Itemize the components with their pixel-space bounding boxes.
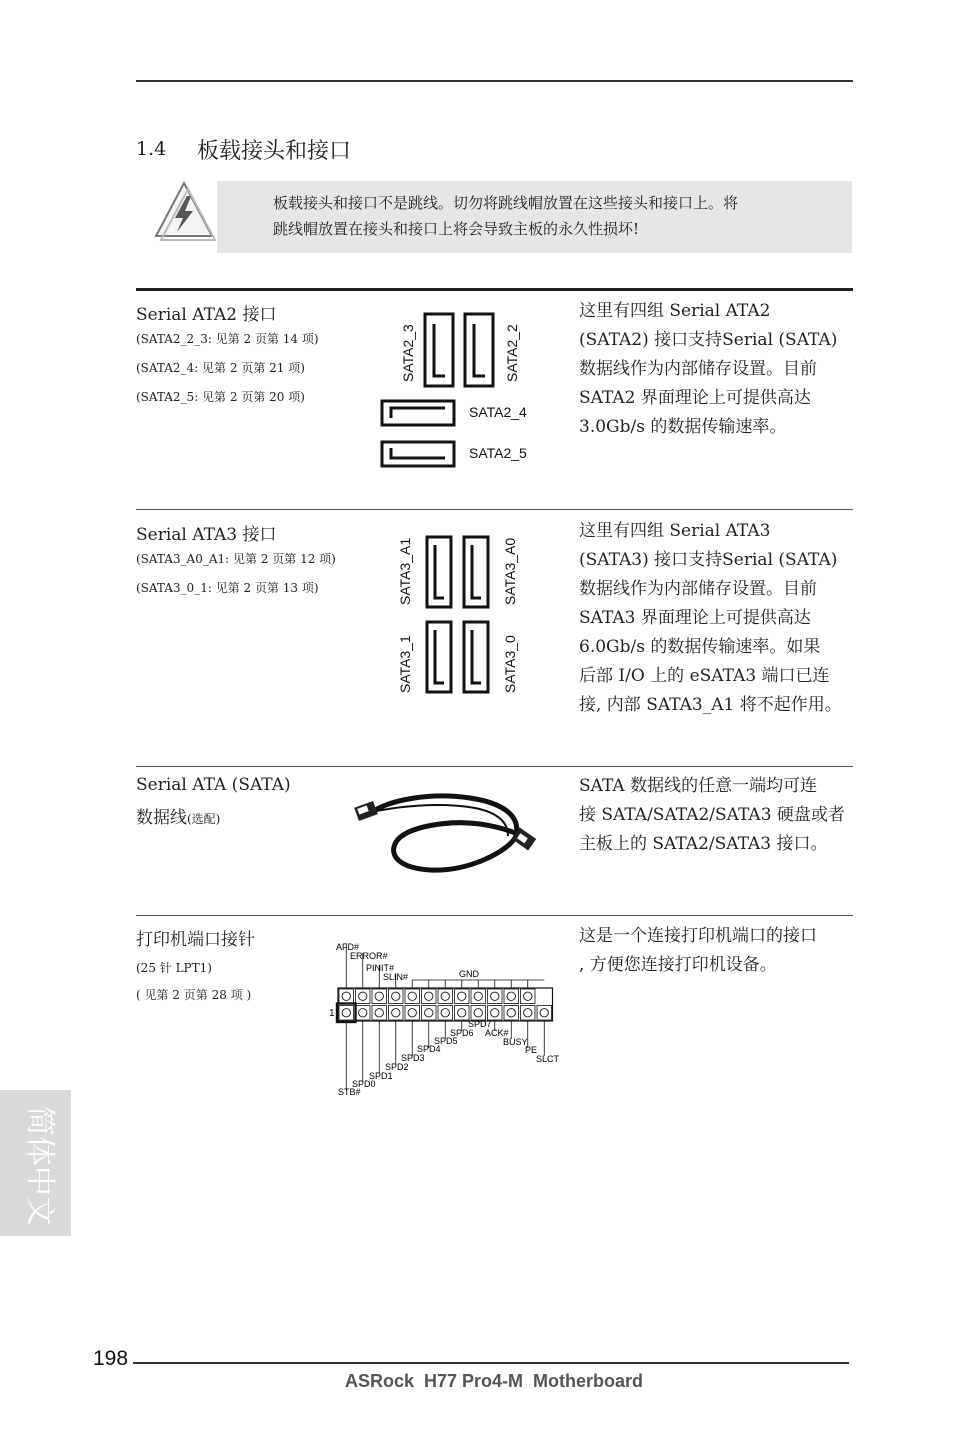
cable-title-note: (选配)	[187, 812, 221, 826]
pin-cell	[471, 1006, 486, 1021]
cable-title-1: Serial ATA (SATA)	[136, 775, 291, 795]
pin-label-slct: SLCT	[536, 1054, 560, 1064]
desc-line: 这是一个连接打印机端口的接口	[579, 926, 817, 946]
pin-cell	[455, 1006, 470, 1021]
pin-label-spd0: SPD0	[352, 1079, 376, 1089]
warning-box	[217, 181, 852, 253]
sata2-refs	[136, 325, 319, 412]
pin	[474, 992, 482, 1000]
pin	[441, 1009, 449, 1017]
pin-1-label: 1	[329, 1008, 335, 1019]
cable-description	[579, 772, 859, 859]
sata2-5-connector	[382, 442, 454, 466]
pin	[507, 1009, 515, 1017]
sata3-refs	[136, 545, 336, 603]
pin	[425, 992, 433, 1000]
pin-label-spd1: SPD1	[369, 1071, 393, 1081]
sata-cable-image	[350, 780, 550, 880]
pin-label-pinit: PINIT#	[366, 963, 395, 973]
pin-label-spd3: SPD3	[401, 1053, 425, 1063]
pin-cell	[405, 1006, 420, 1021]
section-title: 板载接头和接口	[197, 139, 352, 164]
pin-cell	[488, 1006, 503, 1021]
desc-line: SATA2 界面理论上可提供高达	[579, 388, 811, 408]
sata2-ref: (SATA2_2_3: 见第 2 页第 14 项)	[136, 332, 319, 346]
pin-cell	[339, 1006, 354, 1021]
desc-line: SATA 数据线的任意一端均可连	[579, 776, 818, 796]
pin-cell	[422, 989, 437, 1004]
sata3-a1-label: SATA3_A1	[397, 537, 413, 605]
desc-line: SATA3 界面理论上可提供高达	[579, 608, 811, 628]
warning-icon-area	[152, 180, 216, 242]
sata3-a0-connector	[464, 537, 488, 607]
sata2-ref: (SATA2_4: 见第 2 页第 21 项)	[136, 361, 305, 375]
pin-label-busy: BUSY	[503, 1037, 528, 1047]
sata3-1-label: SATA3_1	[397, 635, 413, 693]
desc-line: 数据线作为内部储存设置。目前	[579, 359, 817, 379]
desc-line: 6.0Gb/s 的数据传输速率。如果	[579, 637, 821, 657]
pin	[392, 1009, 400, 1017]
sata2-5-label: SATA2_5	[469, 445, 527, 461]
pin	[342, 992, 350, 1000]
footer-product: ASRock H77 Pro4-M Motherboard	[345, 1371, 644, 1391]
warning-lightning-icon	[152, 180, 216, 242]
section-number: 1.4	[136, 138, 167, 160]
pin-label-afd: AFD#	[336, 942, 360, 952]
pin-cell	[405, 989, 420, 1004]
pin-label-stb: STB#	[338, 1087, 361, 1097]
pin-cell	[521, 989, 536, 1004]
desc-line: 主板上的 SATA2/SATA3 接口。	[579, 834, 828, 854]
sata2-2-label: SATA2_2	[504, 324, 520, 382]
pin-cell	[521, 1006, 536, 1021]
section-rule	[136, 766, 853, 767]
desc-line: (SATA3) 接口支持Serial (SATA)	[579, 550, 838, 570]
lpt-title: 打印机端口接针	[136, 930, 255, 950]
pin	[375, 992, 383, 1000]
sata2-3-connector	[425, 314, 453, 386]
pin	[408, 1009, 416, 1017]
language-side-tab-label: 简体中文	[22, 1106, 57, 1226]
sata3-1-connector	[427, 622, 451, 692]
sata3-title: Serial ATA3 接口	[136, 525, 277, 545]
section-rule	[136, 915, 853, 916]
desc-line: 数据线作为内部储存设置。目前	[579, 579, 817, 599]
sata3-a1-connector	[427, 537, 451, 607]
warning-line-2: 跳线帽放置在接头和接口上将会导致主板的永久性损坏!	[273, 220, 640, 238]
desc-line: 接, 内部 SATA3_A1 将不起作用。	[579, 695, 842, 715]
pin-label-spd2: SPD2	[385, 1062, 409, 1072]
sata3-ref: (SATA3_0_1: 见第 2 页第 13 项)	[136, 581, 319, 595]
desc-line: 这里有四组 Serial ATA3	[579, 521, 771, 541]
sata3-0-connector	[464, 622, 488, 692]
pin-cell	[438, 1006, 453, 1021]
lpt-refs	[136, 955, 251, 1009]
language-side-tab	[0, 1090, 71, 1236]
cable-title-2-row	[136, 803, 220, 828]
pin	[458, 992, 466, 1000]
top-rule	[136, 80, 853, 82]
sata3-0-label: SATA3_0	[502, 635, 518, 693]
lpt-ref: (25 针 LPT1)	[136, 961, 212, 975]
lpt-pin-diagram	[326, 938, 566, 1100]
pin	[408, 992, 416, 1000]
sata3-ref: (SATA3_A0_A1: 见第 2 页第 12 项)	[136, 552, 336, 566]
pin	[524, 992, 532, 1000]
pin	[375, 1009, 383, 1017]
pin	[359, 1009, 367, 1017]
pin	[441, 992, 449, 1000]
pin-cell	[422, 1006, 437, 1021]
pin-label-spd4: SPD4	[417, 1044, 441, 1054]
pin-cell	[438, 989, 453, 1004]
footer-rule	[133, 1362, 849, 1364]
sata2-2-connector	[465, 314, 493, 386]
pin-cell	[504, 1006, 519, 1021]
sata2-diagram	[375, 308, 555, 473]
desc-line: 3.0Gb/s 的数据传输速率。	[579, 417, 787, 437]
pin	[491, 992, 499, 1000]
sata3-diagram	[390, 530, 530, 700]
pin-cell	[471, 989, 486, 1004]
pin-cell	[372, 1006, 387, 1021]
page-number: 198	[93, 1347, 129, 1370]
sata3-description	[579, 517, 859, 720]
warning-line-1: 板载接头和接口不是跳线。切勿将跳线帽放置在这些接头和接口上。将	[273, 194, 739, 212]
section-rule	[136, 509, 853, 510]
desc-line: 后部 I/O 上的 eSATA3 端口已连	[579, 666, 830, 686]
pin	[425, 1009, 433, 1017]
sata2-title: Serial ATA2 接口	[136, 305, 277, 325]
pin-cell	[339, 989, 354, 1004]
sata2-3-label: SATA2_3	[400, 324, 416, 382]
pin	[342, 1009, 350, 1017]
pin-label-pe: PE	[525, 1045, 538, 1055]
pin-cell	[372, 989, 387, 1004]
pin	[359, 992, 367, 1000]
lpt-ref: ( 见第 2 页第 28 项 )	[136, 988, 252, 1002]
pin-cell	[389, 989, 404, 1004]
sata2-description	[579, 297, 859, 442]
pin	[474, 1009, 482, 1017]
pin-cell	[356, 989, 371, 1004]
pin	[491, 1009, 499, 1017]
cable-title-2: 数据线	[136, 808, 187, 828]
desc-line: , 方便您连接打印机设备。	[579, 955, 777, 975]
pin-cell	[504, 989, 519, 1004]
desc-line: (SATA2) 接口支持Serial (SATA)	[579, 330, 838, 350]
pin-cell	[356, 1006, 371, 1021]
pin-label-spd5: SPD5	[434, 1036, 458, 1046]
pin	[540, 1009, 548, 1017]
desc-line: 接 SATA/SATA2/SATA3 硬盘或者	[579, 805, 845, 825]
pin	[458, 1009, 466, 1017]
pin-label-slin: SLIN#	[383, 972, 409, 982]
sata3-a0-label: SATA3_A0	[502, 537, 518, 605]
pin-label-spd6: SPD6	[450, 1028, 474, 1038]
pin-cell	[455, 989, 470, 1004]
pin	[524, 1009, 532, 1017]
sata2-ref: (SATA2_5: 见第 2 页第 20 项)	[136, 390, 305, 404]
lpt-description	[579, 922, 869, 980]
pin-label-error: ERROR#	[350, 951, 388, 961]
sata2-4-connector	[382, 401, 454, 425]
sata2-4-label: SATA2_4	[469, 404, 527, 420]
pin-cell	[488, 989, 503, 1004]
pin-cell	[537, 1006, 552, 1021]
desc-line: 这里有四组 Serial ATA2	[579, 301, 771, 321]
pin-label-gnd: GND	[459, 969, 479, 979]
pin-label-spd7: SPD7	[468, 1019, 492, 1029]
pin	[507, 992, 515, 1000]
pin-label-ack: ACK#	[485, 1028, 509, 1038]
pin-cell	[389, 1006, 404, 1021]
pin	[392, 992, 400, 1000]
section-rule-thick	[136, 288, 853, 291]
